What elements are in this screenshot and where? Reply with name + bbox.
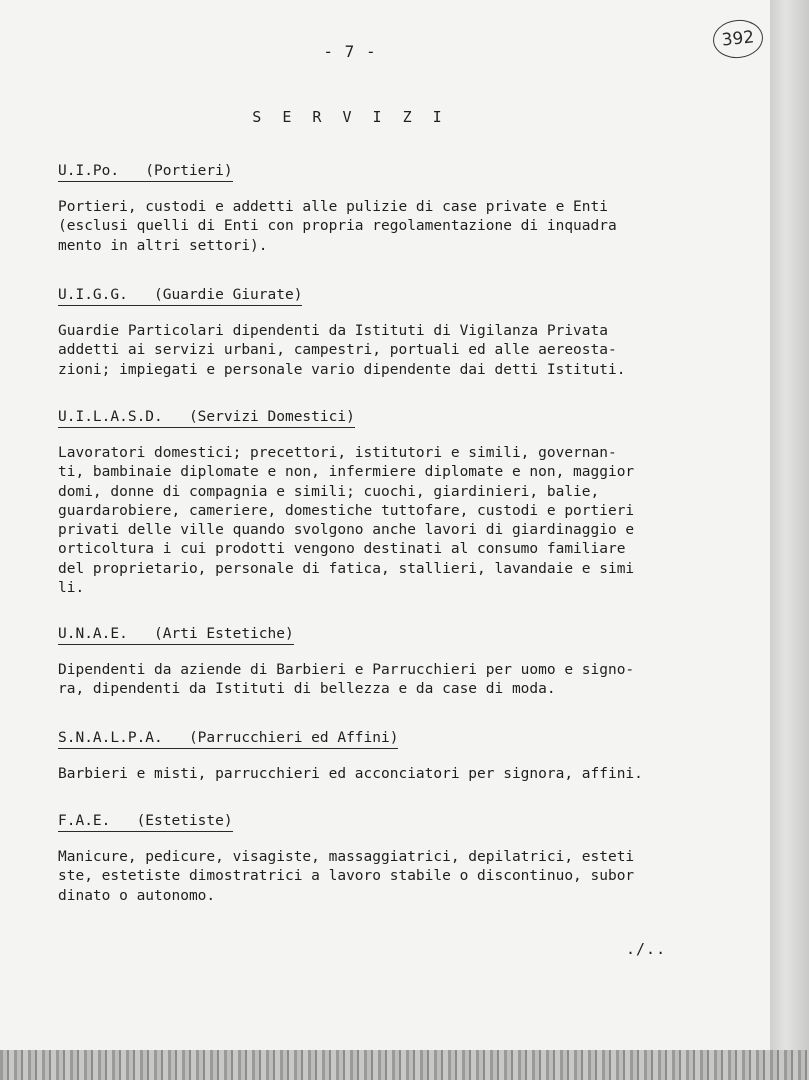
section-uilasd [58, 406, 738, 598]
section-heading: U.I.L.A.S.D. (Servizi Domestici) [58, 408, 355, 428]
section-uigg [58, 284, 738, 380]
section-fae [58, 810, 738, 906]
section-unae [58, 623, 738, 700]
section-heading: U.N.A.E. (Arti Estetiche) [58, 625, 294, 645]
section-text: Guardie Particolari dipendenti da Istituti di Vigilanza Privata addetti ai servizi urbani, campestri, portuali ed alle aereosta- zioni; impiegati e personale vario dipendente dai detti Istituti. [58, 323, 626, 378]
scan-edge-right [770, 0, 809, 1080]
continuation-mark: ./.. [626, 940, 667, 958]
page-number: - 7 - [323, 42, 377, 61]
scan-edge-bottom [0, 1050, 809, 1080]
section-heading: S.N.A.L.P.A. (Parrucchieri ed Affini) [58, 729, 398, 749]
section-heading: F.A.E. (Estetiste) [58, 812, 233, 832]
section-text: Dipendenti da aziende di Barbieri e Parrucchieri per uomo e signo- ra, dipendenti da Istituti di bellezza e da case di moda. [58, 662, 635, 698]
section-title: S E R V I Z I [252, 108, 448, 126]
section-uipo [58, 160, 738, 256]
archive-number-stamp: 392 [711, 17, 765, 60]
section-heading: U.I.G.G. (Guardie Giurate) [58, 286, 302, 306]
section-text: Barbieri e misti, parrucchieri ed acconciatori per signora, affini. [58, 766, 643, 782]
section-text: Lavoratori domestici; precettori, istitutori e simili, governan- ti, bambinaie diplomate e non, infermiere diplomate e non, maggior domi, donne di compagnia e simili; cuochi, giardinieri, balie, guardarobiere, cameriere, domestiche tuttofare, custodi e portieri privati delle ville quando svolgono anche lavori di giardinaggio e orticoltura i cui prodotti vengono destinati al consumo familiare del proprietario, personale di fatica, stallieri, lavandaie e simi li. [58, 445, 635, 597]
section-heading: U.I.Po. (Portieri) [58, 162, 233, 182]
section-text: Manicure, pedicure, visagiste, massaggiatrici, depilatrici, esteti ste, estetiste dimostratrici a lavoro stabile o discontinuo, subor dinato o autonomo. [58, 849, 635, 904]
section-snalpa [58, 727, 738, 784]
section-text: Portieri, custodi e addetti alle pulizie di case private e Enti (esclusi quelli di Enti con propria regolamentazione di inquadra mento in altri settori). [58, 199, 617, 254]
